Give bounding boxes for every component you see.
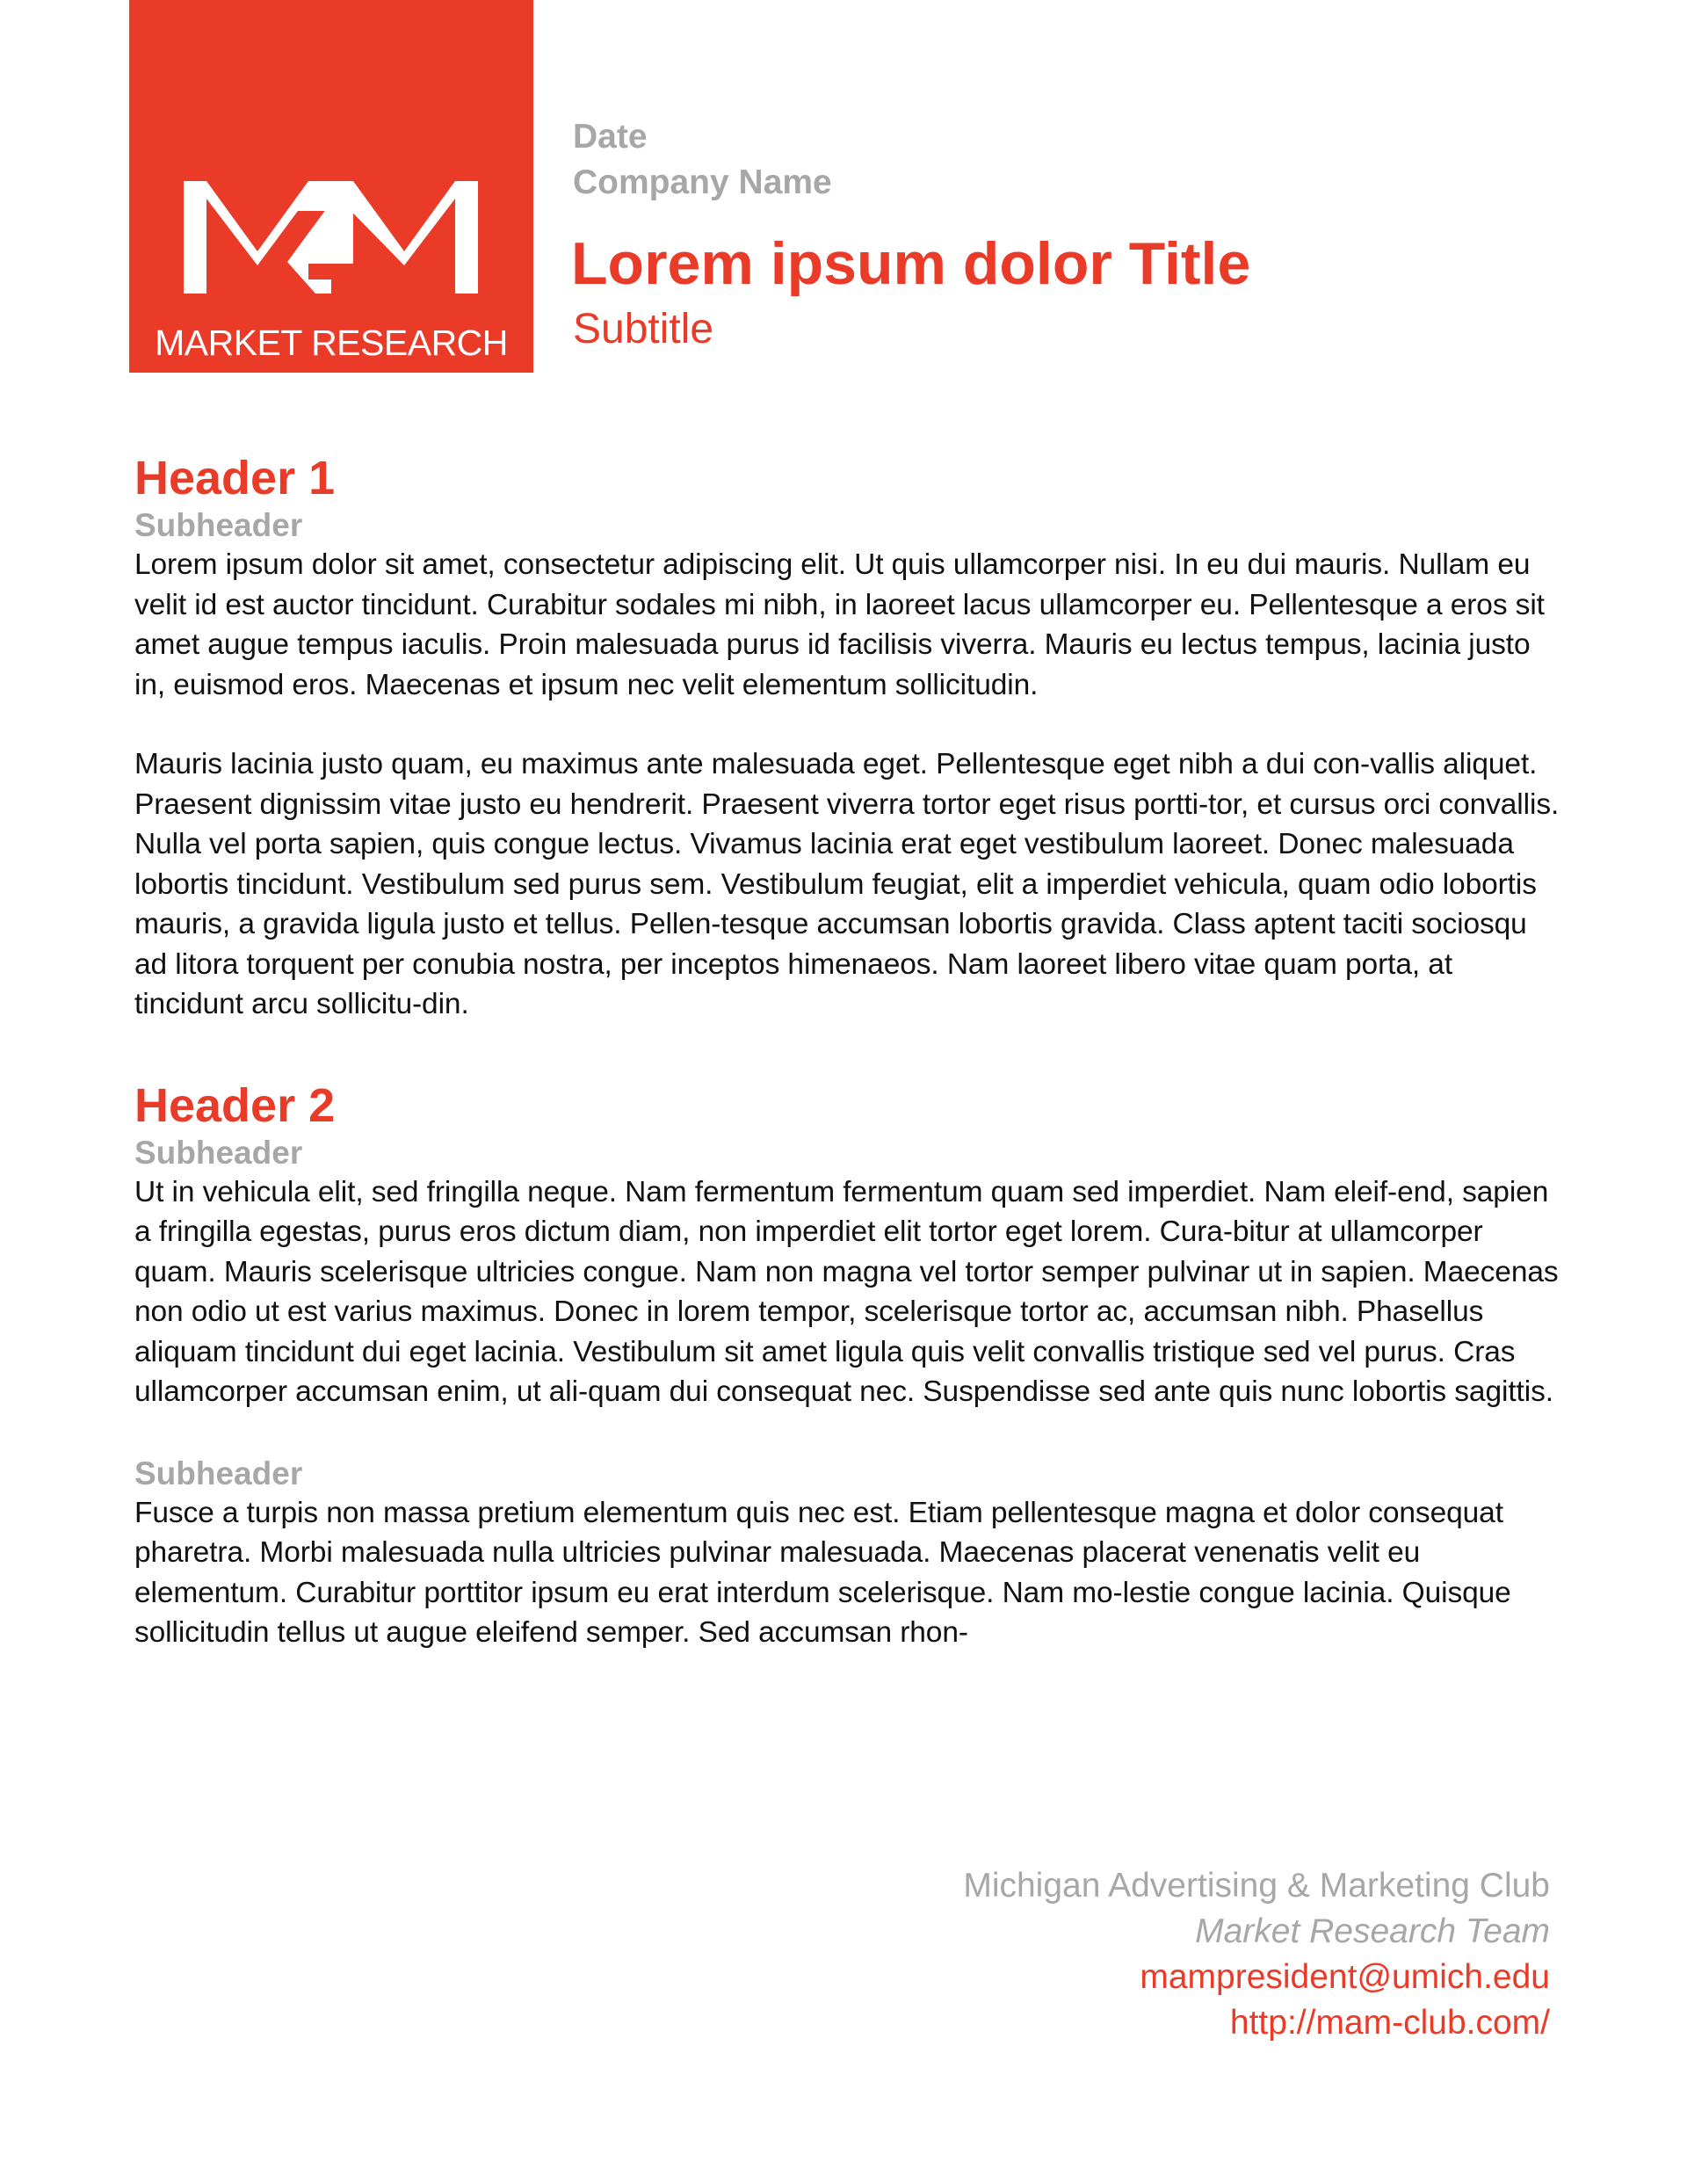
paragraph: Mauris lacinia justo quam, eu maximus ante malesuada eget. Pellentesque eget nibh a dui con-vallis aliquet. Praesent dignissim vitae justo eu hendrerit. Praesent viverra tortor eget risus portti-tor, et cursus orci convallis. Nulla vel porta sapien, quis congue lectus. Vivamus lacinia erat eget vestibulum laoreet. Donec malesuada lobortis tincidunt. Vestibulum sed purus sem. Vestibulum feugiat, elit a imperdiet vehicula, quam odio lobortis mauris, a gravida ligula justo et tellus. Pellen-tesque accumsan lobortis gravida. Class aptent taciti sociosqu ad litora torquent per conubia nostra, per inceptos himenaeos. Nam laoreet libero vitae quam porta, at tincidunt arcu sollicitu-din. — [134, 748, 1560, 1020]
section-subheader: Subheader — [134, 507, 303, 543]
document-meta — [573, 114, 832, 206]
logo — [129, 0, 533, 373]
m4m-logo-mark — [184, 181, 478, 294]
email-link[interactable]: mampresident@umich.edu — [1140, 1958, 1550, 1996]
section-subheader: Subheader — [134, 1134, 303, 1171]
document-title: Lorem ipsum dolor Title — [571, 230, 1251, 297]
section-1 — [134, 450, 1560, 1025]
section-header: Header 2 — [134, 1078, 336, 1132]
logo-caption: MARKET RESEARCH — [155, 323, 508, 363]
document-subtitle: Subtitle — [573, 306, 714, 352]
document-body — [134, 450, 1560, 1653]
paragraph: Fusce a turpis non massa pretium elementum quis nec est. Etiam pellentesque magna et dolor consequat pharetra. Morbi malesuada nulla ultricies pulvinar malesuada. Maecenas placerat venenatis velit eu elementum. Curabitur porttitor ipsum eu erat interdum scelerisque. Nam mo-lestie congue lacinia. Quisque sollicitudin tellus ut augue eleifend semper. Sed accumsan rhon- — [134, 1496, 1511, 1649]
footer-contact — [963, 1863, 1550, 2046]
date-label: Date — [573, 118, 648, 156]
company-name: Company Name — [573, 163, 832, 201]
paragraph: Lorem ipsum dolor sit amet, consectetur adipiscing elit. Ut quis ullamcorper nisi. In eu dui mauris. Nullam eu velit id est auctor tincidunt. Curabitur sodales mi nibh, in laoreet lacus ullamcorper eu. Pellentesque a eros sit amet augue tempus iaculis. Proin malesuada purus id facilisis viverra. Mauris eu lectus tempus, lacinia justo in, euismod eros. Maecenas et ipsum nec velit elementum sollicitudin. — [134, 548, 1545, 701]
section-2 — [134, 1077, 1560, 1653]
section-subheader: Subheader — [134, 1455, 303, 1491]
website-link[interactable]: http://mam-club.com/ — [1229, 2004, 1550, 2042]
section-header: Header 1 — [134, 452, 336, 504]
organization-name: Michigan Advertising & Marketing Club — [963, 1867, 1550, 1905]
team-name: Market Research Team — [1195, 1912, 1550, 1950]
paragraph: Ut in vehicula elit, sed fringilla neque. Nam fermentum fermentum quam sed imperdiet. Nam eleif-end, sapien a fringilla egestas, purus eros dictum diam, non imperdiet elit tortor eget lorem. Cura-bitur at ullamcorper quam. Mauris scelerisque ultricies congue. Nam non magna vel tortor semper pulvinar ut in sapien. Maecenas non odio ut est varius maximus. Donec in lorem tempor, scelerisque tortor ac, accumsan nibh. Phasellus aliquam tincidunt dui eget lacinia. Vestibulum sit amet ligula quis velit convallis tristique sed vel purus. Cras ullamcorper accumsan enim, ut ali-quam dui consequat nec. Suspendisse sed ante quis nunc lobortis sagittis. — [134, 1175, 1559, 1408]
